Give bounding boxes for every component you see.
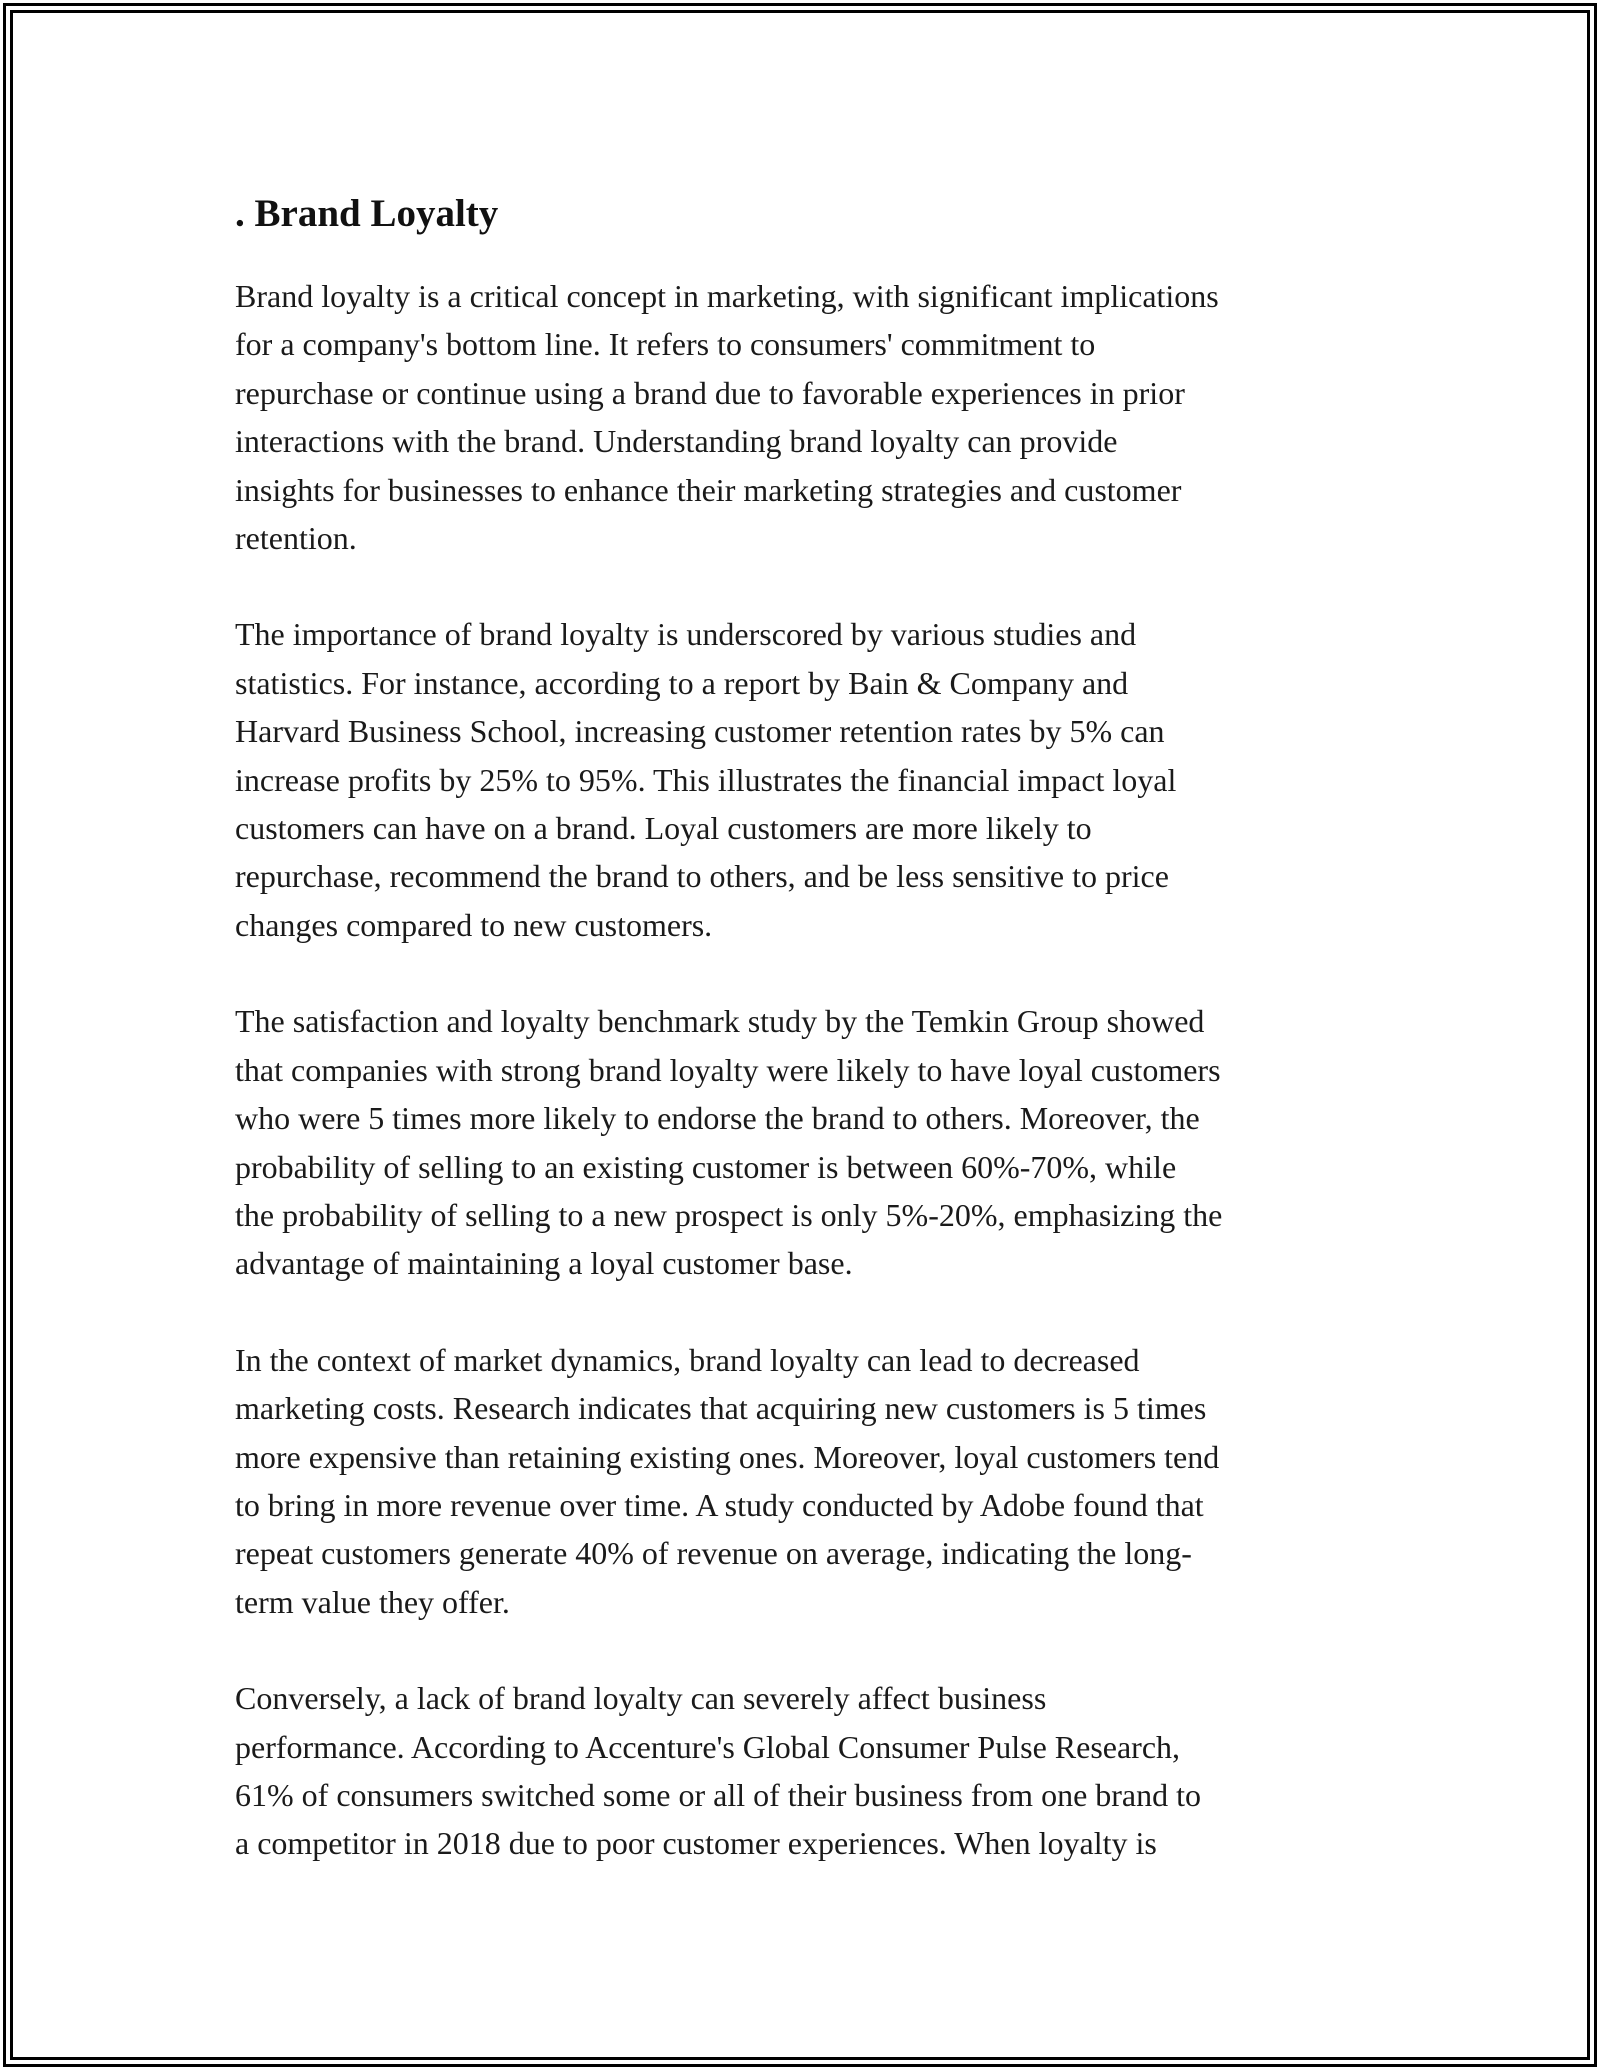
text-line: to bring in more revenue over time. A study conducted by Adobe found that	[235, 1486, 1204, 1523]
text-line: Conversely, a lack of brand loyalty can severely affect business	[235, 1680, 1047, 1717]
text-line: insights for businesses to enhance their marketing strategies and customer	[235, 471, 1182, 508]
text-line: the probability of selling to a new prospect is only 5%-20%, emphasizing the	[235, 1196, 1223, 1233]
text-line: that companies with strong brand loyalty were likely to have loyal customers	[235, 1051, 1221, 1088]
text-line: term value they offer.	[235, 1583, 510, 1620]
text-line: The satisfaction and loyalty benchmark study by the Temkin Group showed	[235, 1003, 1205, 1040]
text-line: probability of selling to an existing customer is between 60%-70%, while	[235, 1148, 1177, 1185]
text-line: repeat customers generate 40% of revenue on average, indicating the long-	[235, 1535, 1192, 1572]
document-body	[235, 186, 1380, 1916]
text-line: 61% of consumers switched some or all of their business from one brand to	[235, 1776, 1202, 1813]
text-line: changes compared to new customers.	[235, 906, 713, 943]
text-line: more expensive than retaining existing ones. Moreover, loyal customers tend	[235, 1438, 1220, 1475]
text-line: The importance of brand loyalty is underscored by various studies and	[235, 616, 1137, 653]
paragraph-1	[235, 272, 1380, 562]
text-line: repurchase or continue using a brand due to favorable experiences in prior	[235, 374, 1185, 411]
text-line: who were 5 times more likely to endorse the brand to others. Moreover, the	[235, 1100, 1200, 1137]
text-line: Brand loyalty is a critical concept in marketing, with significant implications	[235, 278, 1219, 314]
text-line: marketing costs. Research indicates that acquiring new customers is 5 times	[235, 1390, 1207, 1427]
text-line: a competitor in 2018 due to poor customer experiences. When loyalty is	[235, 1825, 1157, 1862]
text-line: repurchase, recommend the brand to others, and be less sensitive to price	[235, 858, 1169, 895]
text-line: retention.	[235, 520, 357, 557]
section-heading: . Brand Loyalty	[235, 192, 499, 235]
text-line: customers can have on a brand. Loyal customers are more likely to	[235, 810, 1092, 847]
text-line: interactions with the brand. Understanding brand loyalty can provide	[235, 423, 1118, 460]
paragraph-2	[235, 610, 1380, 949]
text-line: for a company's bottom line. It refers to consumers' commitment to	[235, 326, 1096, 363]
paragraph-3	[235, 997, 1380, 1287]
text-line: Harvard Business School, increasing customer retention rates by 5% can	[235, 713, 1165, 750]
paragraph-5	[235, 1674, 1380, 1868]
paragraph-4	[235, 1336, 1380, 1626]
text-line: advantage of maintaining a loyal customer base.	[235, 1245, 853, 1282]
text-line: performance. According to Accenture's Global Consumer Pulse Research,	[235, 1728, 1181, 1765]
text-line: increase profits by 25% to 95%. This illustrates the financial impact loyal	[235, 761, 1177, 798]
text-line: statistics. For instance, according to a report by Bain & Company and	[235, 664, 1129, 701]
text-line: In the context of market dynamics, brand loyalty can lead to decreased	[235, 1341, 1140, 1378]
